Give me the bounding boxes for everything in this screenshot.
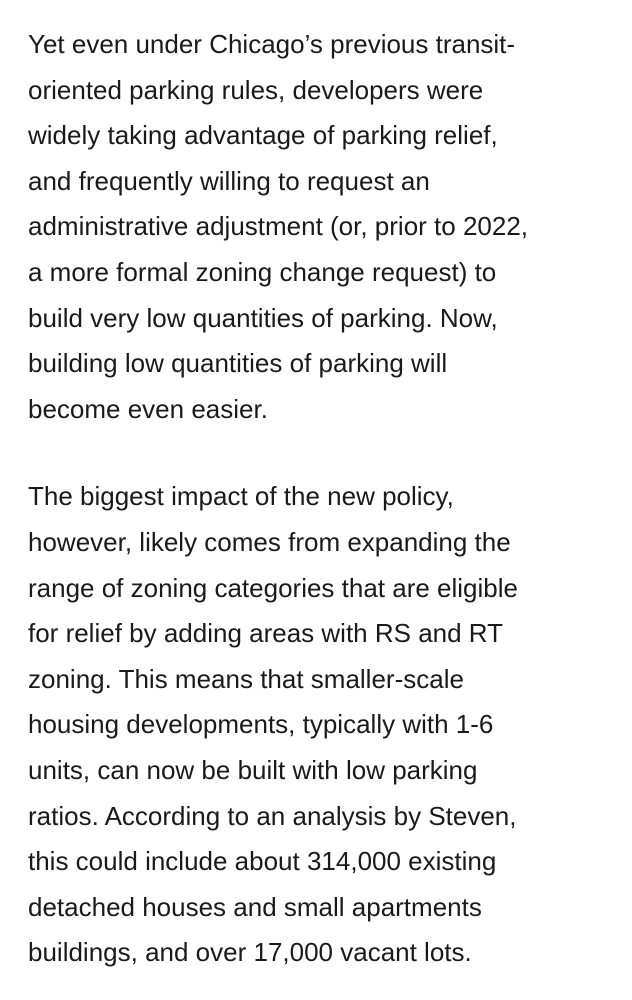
paragraph-transit-oriented-parking [28, 22, 618, 432]
paragraph-line: housing developments, typically with 1-6 [28, 709, 494, 740]
paragraph-line: ratios. According to an analysis by Steven, [28, 800, 517, 831]
paragraph-line: oriented parking rules, developers were [28, 74, 484, 105]
paragraph-line: range of zoning categories that are eligible [28, 572, 518, 603]
paragraph-line: building low quantities of parking will [28, 348, 448, 379]
paragraph-line: a more formal zoning change request) to [28, 256, 497, 287]
paragraph-line: administrative adjustment (or, prior to 2022, [28, 211, 529, 242]
paragraph-line: this could include about 314,000 existing [28, 846, 497, 877]
paragraph-line: The biggest impact of the new policy, [28, 481, 454, 512]
paragraph-line: and frequently willing to request an [28, 165, 430, 196]
paragraph-line: become even easier. [28, 393, 268, 424]
paragraph-policy-impact [28, 474, 618, 976]
paragraph-line: zoning. This means that smaller-scale [28, 663, 464, 694]
paragraph-line: units, can now be built with low parking [28, 754, 478, 785]
paragraph-line: widely taking advantage of parking relief, [28, 120, 498, 151]
paragraph-line: Yet even under Chicago’s previous transit- [28, 29, 516, 59]
paragraph-line: build very low quantities of parking. Now, [28, 302, 498, 333]
paragraph-line: detached houses and small apartments [28, 891, 482, 922]
paragraph-line: however, likely comes from expanding the [28, 526, 511, 557]
article-body [28, 22, 618, 976]
paragraph-line: for relief by adding areas with RS and RT [28, 618, 503, 649]
paragraph-line: buildings, and over 17,000 vacant lots. [28, 937, 472, 968]
